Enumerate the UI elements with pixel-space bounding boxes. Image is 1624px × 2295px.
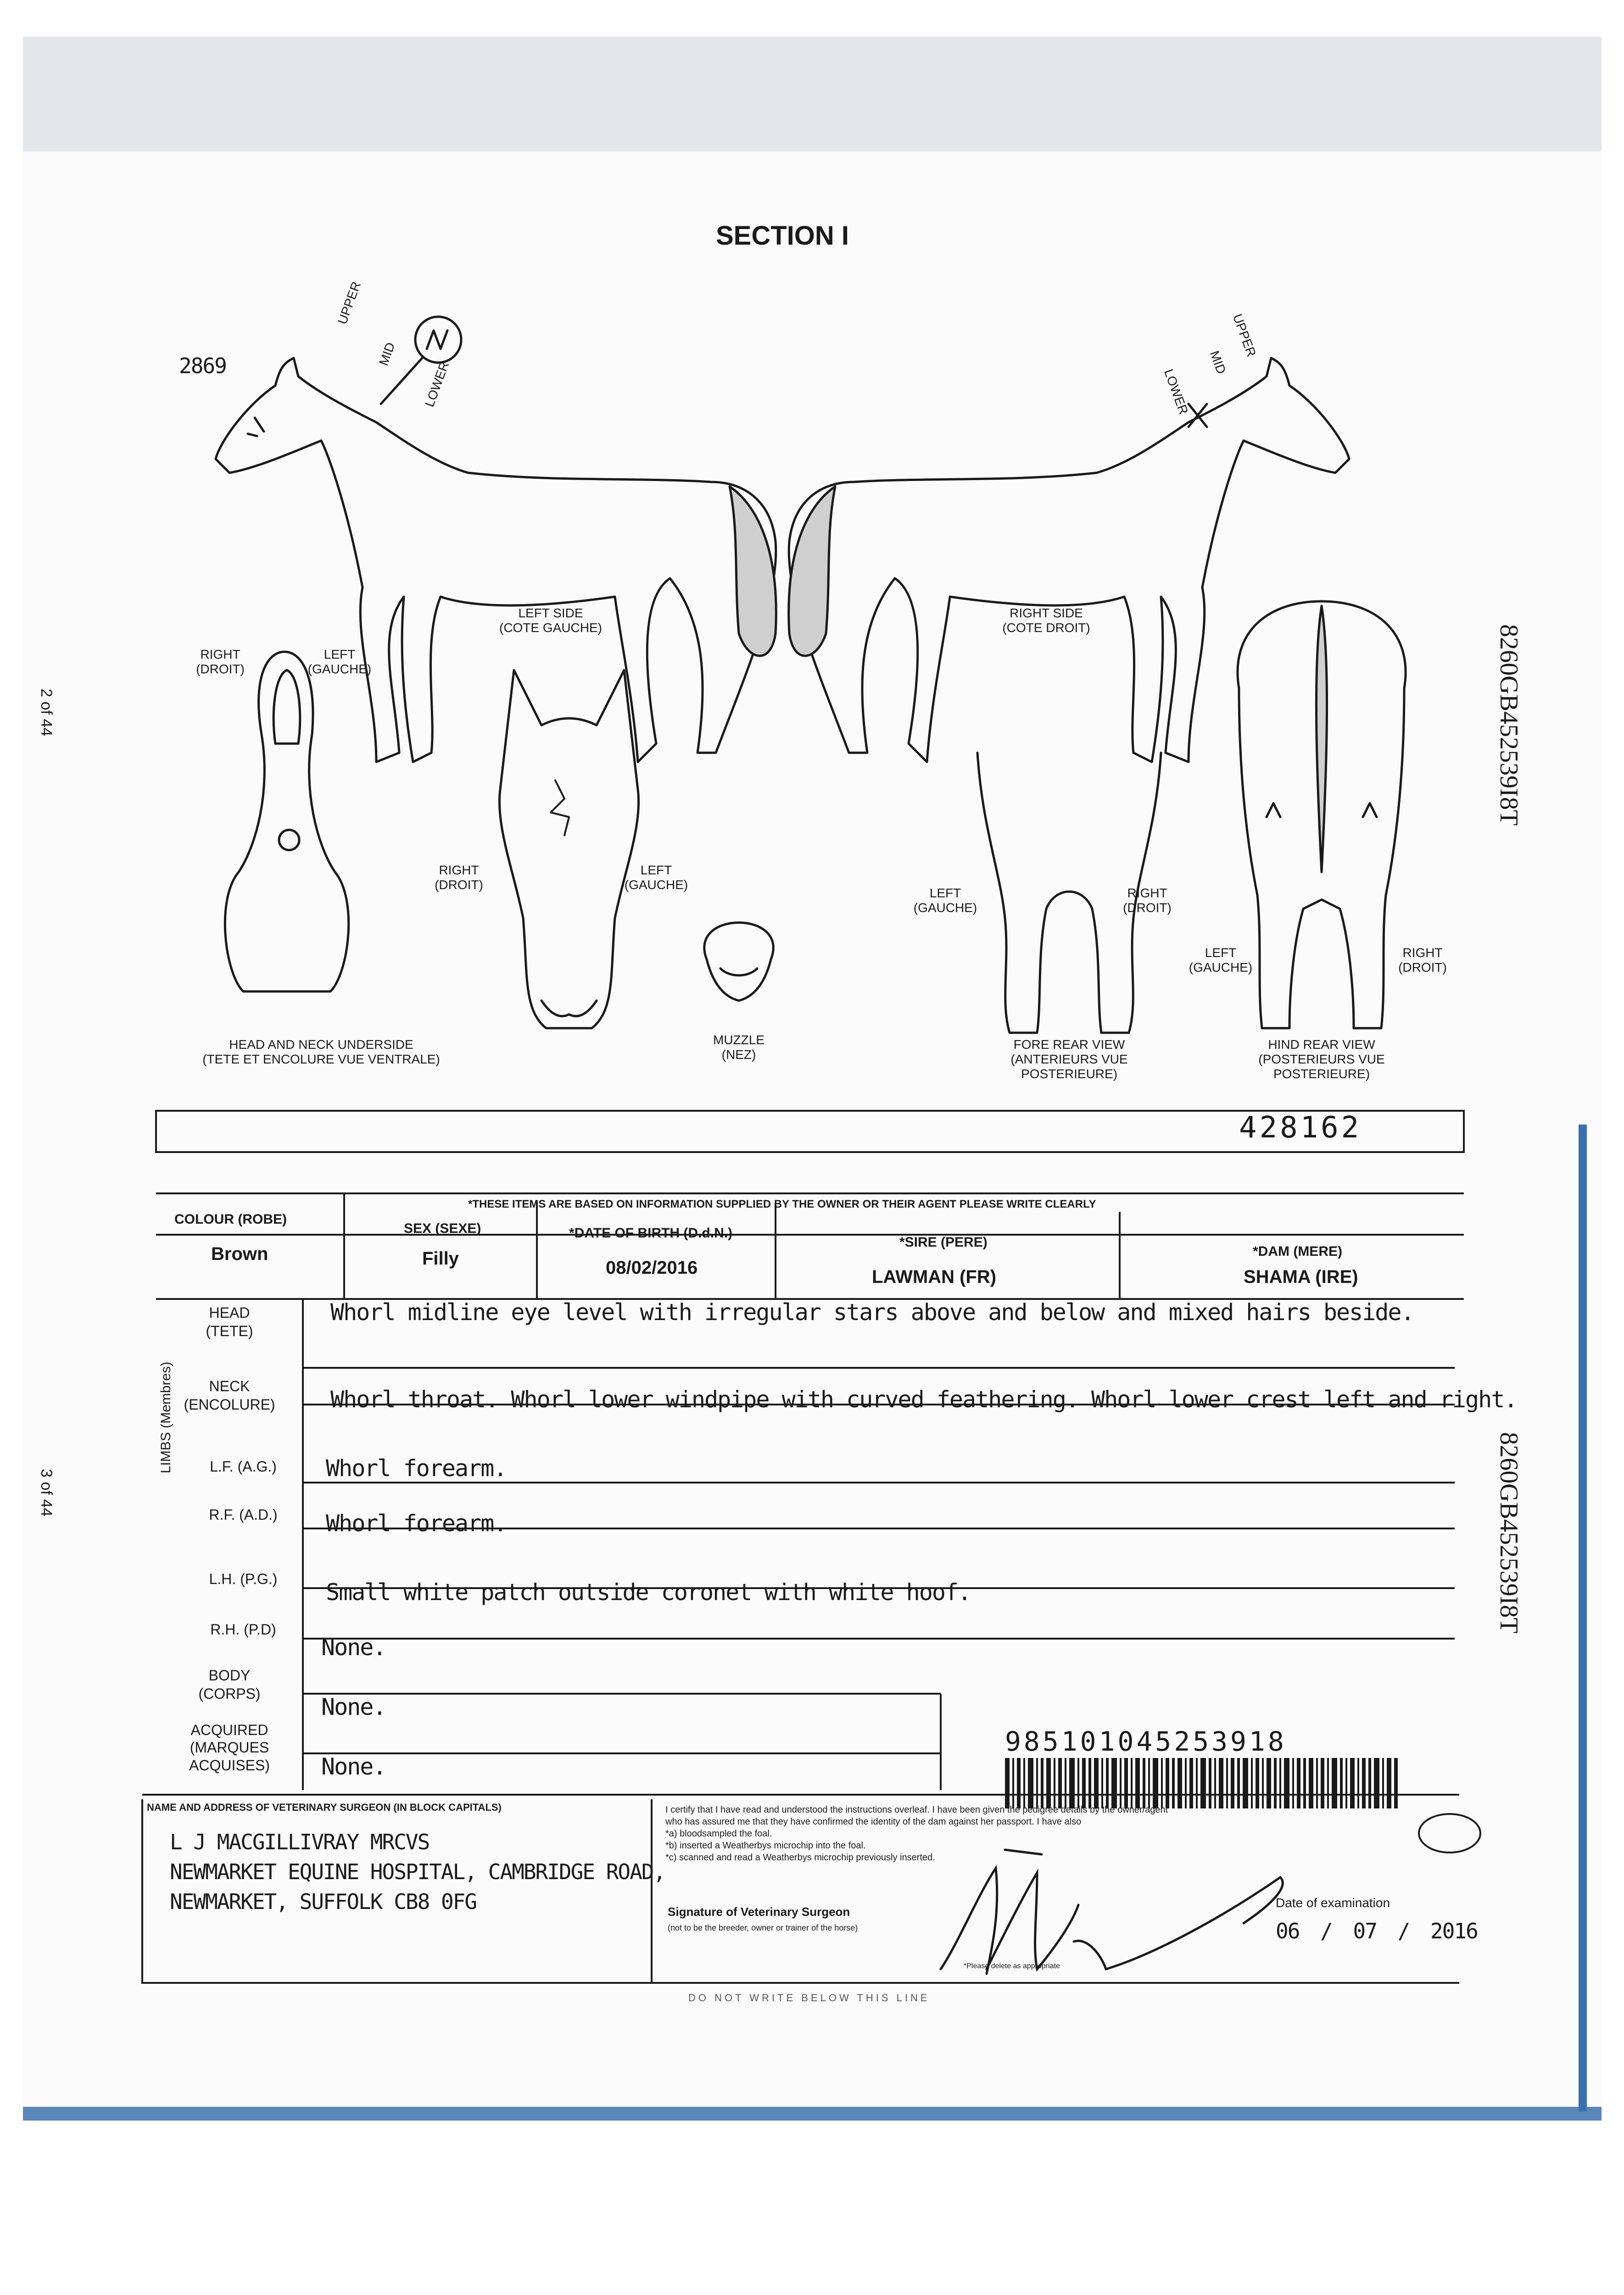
label-fore-left: LEFT (GAUCHE) — [913, 886, 977, 915]
section-title: SECTION I — [716, 221, 849, 251]
label-underside-caption: HEAD AND NECK UNDERSIDE (TETE ET ENCOLURE VUE VENTRALE) — [202, 1037, 440, 1067]
vet-address-1: NEWMARKET EQUINE HOSPITAL, CAMBRIDGE ROAD, — [170, 1859, 665, 1884]
neck-mark-upper-right: UPPER — [1230, 312, 1259, 359]
neck-mark-lower-left: LOWER — [422, 359, 452, 409]
label-underside-right: RIGHT (DROIT) — [196, 647, 245, 677]
row-text-body: None. — [321, 1694, 386, 1720]
row-text-neck: Whorl throat. Whorl lower windpipe with curved feathering. Whorl lower crest left and right. — [330, 1386, 1517, 1413]
certify-line-2: who has assured me that they have confirmed the identity of the dam against her passport. I have also — [665, 1817, 1082, 1827]
footer-notice: DO NOT WRITE BELOW THIS LINE — [688, 1992, 930, 2004]
label-fore-right: RIGHT (DROIT) — [1123, 886, 1172, 915]
value-sire: LAWMAN (FR) — [872, 1267, 997, 1287]
label-hind-right: RIGHT (DROIT) — [1398, 946, 1447, 975]
vet-name: L J MACGILLIVRAY MRCVS — [170, 1830, 430, 1854]
side-code-lower: 8260GB452539I8T — [1495, 1432, 1523, 1634]
row-text-rh: None. — [321, 1634, 386, 1661]
form-number: 428162 — [1239, 1111, 1362, 1145]
neck-mark-lower-right: LOWER — [1161, 367, 1191, 417]
label-head-right: RIGHT (DROIT) — [435, 863, 483, 892]
row-text-lf: Whorl forearm. — [326, 1455, 507, 1482]
value-colour: Brown — [211, 1244, 268, 1264]
signature-label: Signature of Veterinary Surgeon — [668, 1905, 850, 1919]
microchip-number: 985101045253918 — [1005, 1726, 1287, 1757]
certify-line-4: *b) inserted a Weatherbys microchip into the foal. — [665, 1841, 866, 1851]
label-left-side: LEFT SIDE (COTE GAUCHE) — [499, 606, 602, 635]
neck-mark-mid-right: MID — [1207, 349, 1229, 376]
vet-address-2: NEWMARKET, SUFFOLK CB8 0FG — [170, 1889, 477, 1914]
row-text-lh: Small white patch outside coronet with white hoof. — [326, 1579, 971, 1606]
limbs-label-text: LIMBS (Membres) — [158, 1361, 173, 1473]
certify-line-1: I certify that I have read and understood the instructions overleaf. I have been given the pedigree details by the owner/agent — [665, 1805, 1168, 1815]
sketch-number: 2869 — [179, 353, 226, 378]
row-label-neck: NECK (ENCOLURE) — [184, 1378, 275, 1413]
side-code-upper: 8260GB452539I8T — [1495, 624, 1523, 826]
label-head-left: LEFT (GAUCHE) — [624, 863, 688, 892]
page-number-upper: 2 of 44 — [38, 688, 55, 736]
label-hind-caption: HIND REAR VIEW (POSTERIEURS VUE POSTERIEURE) — [1258, 1037, 1385, 1081]
row-label-body: BODY (CORPS) — [198, 1667, 261, 1702]
row-text-rf: Whorl forearm. — [326, 1510, 507, 1537]
header-dob: *DATE OF BIRTH (D.d.N.) — [569, 1226, 733, 1241]
exam-year: 2016 — [1430, 1919, 1478, 1943]
label-underside-left: LEFT (GAUCHE) — [307, 647, 372, 677]
value-dam: SHAMA (IRE) — [1244, 1267, 1358, 1287]
header-dam: *DAM (MERE) — [1253, 1244, 1342, 1259]
label-hind-left: LEFT (GAUCHE) — [1189, 946, 1253, 975]
exam-month: 07 — [1353, 1919, 1377, 1943]
row-text-acquired: None. — [321, 1753, 386, 1780]
header-colour: COLOUR (ROBE) — [174, 1212, 287, 1227]
neck-mark-mid-left: MID — [376, 340, 398, 368]
label-right-side: RIGHT SIDE (COTE DROIT) — [1002, 606, 1090, 635]
vet-signature — [922, 1841, 1335, 1978]
row-label-acquired: ACQUIRED (MARQUES ACQUISES) — [189, 1722, 270, 1774]
label-fore-caption: FORE REAR VIEW (ANTERIEURS VUE POSTERIEURE) — [1010, 1037, 1128, 1081]
value-sex: Filly — [422, 1248, 459, 1269]
microchip-barcode — [1005, 1758, 1400, 1808]
vet-label: NAME AND ADDRESS OF VETERINARY SURGEON (IN BLOCK CAPITALS) — [147, 1802, 502, 1813]
header-sire: *SIRE (PERE) — [899, 1235, 988, 1250]
exam-date: 06 / 07 / 2016 — [1276, 1919, 1478, 1943]
exam-label: Date of examination — [1276, 1896, 1390, 1910]
row-label-head: HEAD (TETE) — [206, 1304, 253, 1339]
exam-day: 06 — [1276, 1919, 1300, 1943]
limbs-label — [158, 1322, 174, 1473]
neck-mark-upper-left: UPPER — [335, 280, 364, 326]
certify-line-5: *c) scanned and read a Weatherbys microchip previously inserted. — [665, 1853, 935, 1863]
certify-line-3: *a) bloodsampled the foal. — [665, 1829, 772, 1839]
row-label-rh: R.H. (P.D) — [210, 1621, 276, 1638]
row-label-lh: L.H. (P.G.) — [209, 1571, 278, 1587]
label-muzzle: MUZZLE (NEZ) — [713, 1033, 765, 1062]
row-label-lf: L.F. (A.G.) — [210, 1458, 277, 1475]
weatherbys-stamp-icon — [1418, 1813, 1481, 1853]
form-notice: *THESE ITEMS ARE BASED ON INFORMATION SUPPLIED BY THE OWNER OR THEIR AGENT PLEASE WRITE CLEARLY — [468, 1198, 1096, 1210]
row-label-rf: R.F. (A.D.) — [209, 1506, 278, 1523]
value-dob: 08/02/2016 — [606, 1258, 698, 1278]
header-sex: SEX (SEXE) — [404, 1221, 481, 1236]
row-text-head: Whorl midline eye level with irregular stars above and below and mixed hairs beside. — [330, 1299, 1414, 1326]
signature-note: (not to be the breeder, owner or trainer of the horse) — [668, 1923, 858, 1932]
delete-note: *Please delete as appropriate — [964, 1962, 1060, 1970]
page-number-lower: 3 of 44 — [38, 1469, 55, 1517]
